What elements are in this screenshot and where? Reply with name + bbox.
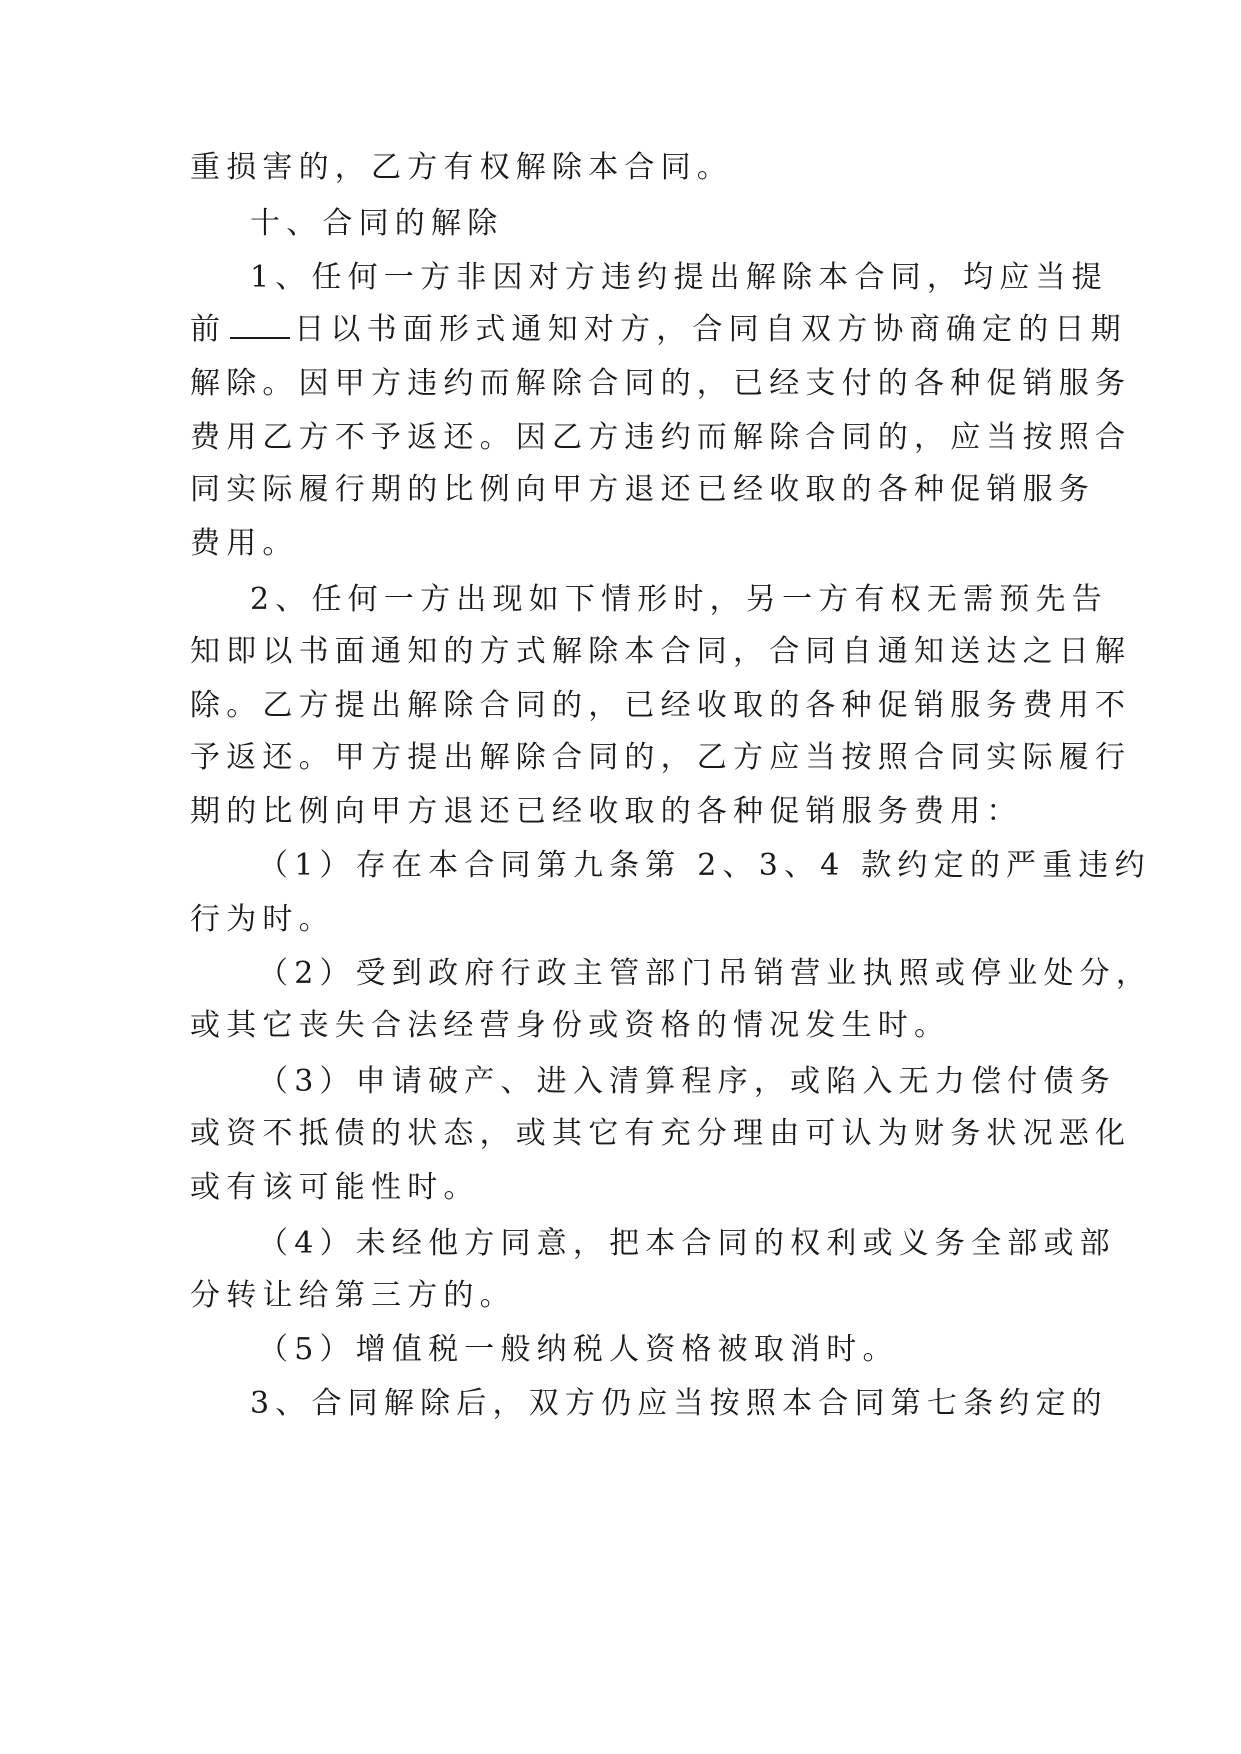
text-line: 同实际履行期的比例向甲方退还已经收取的各种促销服务 (190, 472, 1095, 507)
fill-in-blank (230, 311, 290, 339)
text-fragment: 前 (190, 312, 227, 347)
text-line: 或有该可能性时。 (190, 1170, 480, 1205)
text-line: 知即以书面通知的方式解除本合同，合同自通知送达之日解 (190, 634, 1132, 669)
text-line: 2、任何一方出现如下情形时，另一方有权无需预先告 (250, 582, 1108, 617)
text-line: 除。乙方提出解除合同的，已经收取的各种促销服务费用不 (190, 688, 1132, 723)
text-line: 1、任何一方非因对方违约提出解除本合同，均应当提 (250, 260, 1108, 295)
text-line: 费用乙方不予返还。因乙方违约而解除合同的，应当按照合 (190, 420, 1132, 455)
text-line: 3、合同解除后，双方仍应当按照本合同第七条约定的 (250, 1386, 1108, 1421)
list-item: （1）存在本合同第九条第 2、3、4 款约定的严重违约 (258, 848, 1151, 883)
list-item: （3）申请破产、进入清算程序，或陷入无力偿付债务 (258, 1064, 1116, 1099)
list-item: （5）增值税一般纳税人资格被取消时。 (258, 1332, 899, 1367)
text-line: 或资不抵债的状态，或其它有充分理由可认为财务状况恶化 (190, 1116, 1132, 1151)
text-line: 期的比例向甲方退还已经收取的各种促销服务费用： (190, 794, 1023, 829)
text-line: 行为时。 (190, 902, 335, 937)
text-line: 重损害的，乙方有权解除本合同。 (190, 150, 733, 185)
text-line-with-blank (190, 310, 1127, 350)
text-line: 解除。因甲方违约而解除合同的，已经支付的各种促销服务 (190, 366, 1132, 401)
text-line: 费用。 (190, 526, 299, 561)
list-item: （4）未经他方同意，把本合同的权利或义务全部或部 (258, 1226, 1116, 1261)
text-line: 分转让给第三方的。 (190, 1278, 516, 1313)
list-item: （2）受到政府行政主管部门吊销营业执照或停业处分， (258, 956, 1153, 991)
text-line: 或其它丧失合法经营身份或资格的情况发生时。 (190, 1008, 951, 1043)
text-fragment: 日以书面形式通知对方，合同自双方协商确定的日期 (294, 312, 1127, 347)
text-line: 予返还。甲方提出解除合同的，乙方应当按照合同实际履行 (190, 740, 1132, 775)
section-heading: 十、合同的解除 (250, 206, 504, 241)
